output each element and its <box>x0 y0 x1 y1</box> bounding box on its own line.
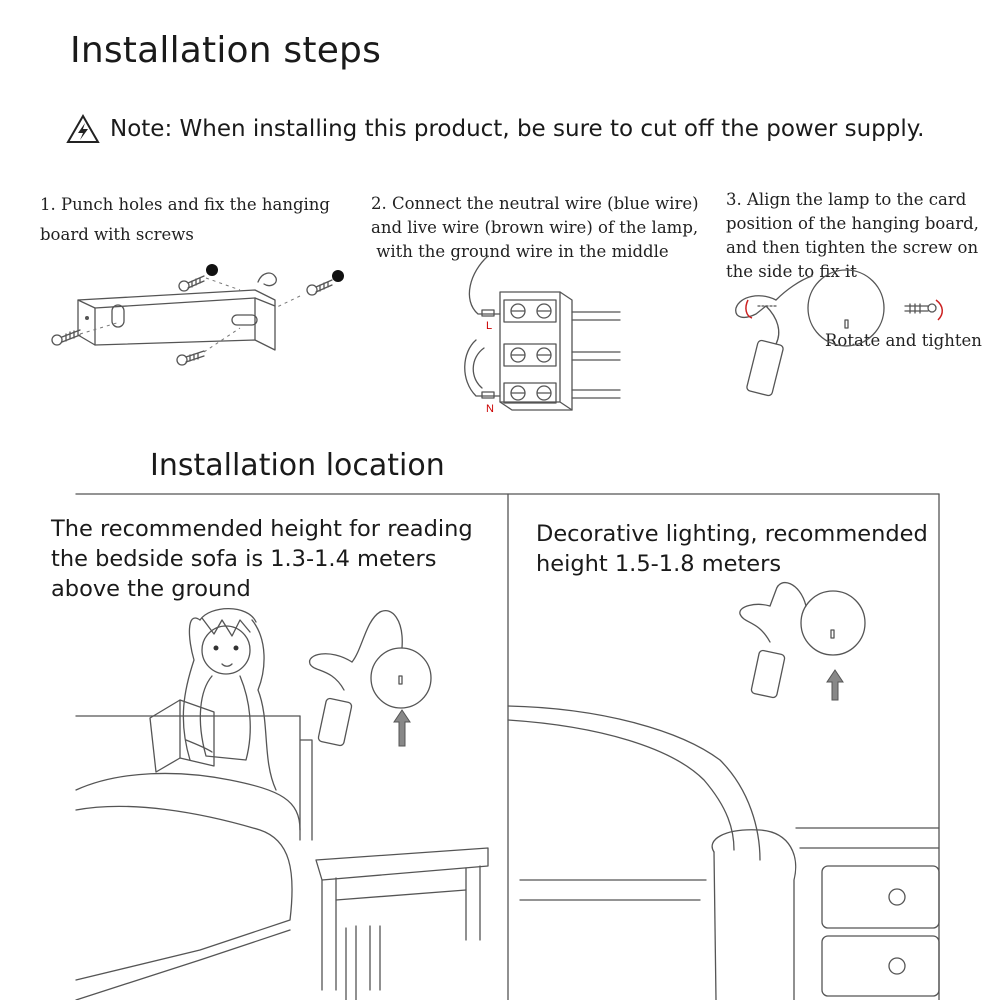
step-3-line-1: 3. Align the lamp to the card <box>726 190 967 209</box>
step-2-line-1: 2. Connect the neutral wire (blue wire) <box>371 194 699 213</box>
hanging-board-illustration <box>52 264 344 365</box>
rotate-caption: Rotate and tighten <box>825 331 982 350</box>
sofa-scene-illustration <box>508 583 939 1000</box>
location-title: Installation location <box>150 448 445 483</box>
terminal-block-illustration <box>465 256 620 415</box>
page-title: Installation steps <box>70 30 382 71</box>
screw-icon <box>177 351 204 365</box>
live-label: L <box>486 320 493 332</box>
step-3-line-3: and then tighten the screw on <box>726 238 979 257</box>
neutral-label: N <box>486 403 494 415</box>
decorative-line-2: height 1.5-1.8 meters <box>536 551 782 577</box>
lamp-align-illustration <box>736 270 943 396</box>
screw-icon <box>307 280 332 295</box>
step-1-line-1: 1. Punch holes and fix the hanging <box>40 195 330 214</box>
step-3-line-2: position of the hanging board, <box>726 214 979 233</box>
step-2-line-3: with the ground wire in the middle <box>371 242 669 261</box>
note-text: Note: When installing this product, be sure to cut off the power supply. <box>110 116 925 142</box>
screw-icon <box>52 330 80 345</box>
bedside-scene-illustration <box>76 609 488 1000</box>
location-panels <box>76 494 939 1000</box>
bedside-line-3: above the ground <box>51 576 251 602</box>
screw-icon <box>179 276 204 291</box>
step-3-line-4: the side to fix it <box>726 262 857 281</box>
step-2-line-2: and live wire (brown wire) of the lamp, <box>371 218 699 237</box>
bedside-line-1: The recommended height for reading <box>51 516 473 542</box>
bedside-line-2: the bedside sofa is 1.3-1.4 meters <box>51 546 437 572</box>
decorative-line-1: Decorative lighting, recommended <box>536 521 928 547</box>
step-1-line-2: board with screws <box>40 225 194 244</box>
